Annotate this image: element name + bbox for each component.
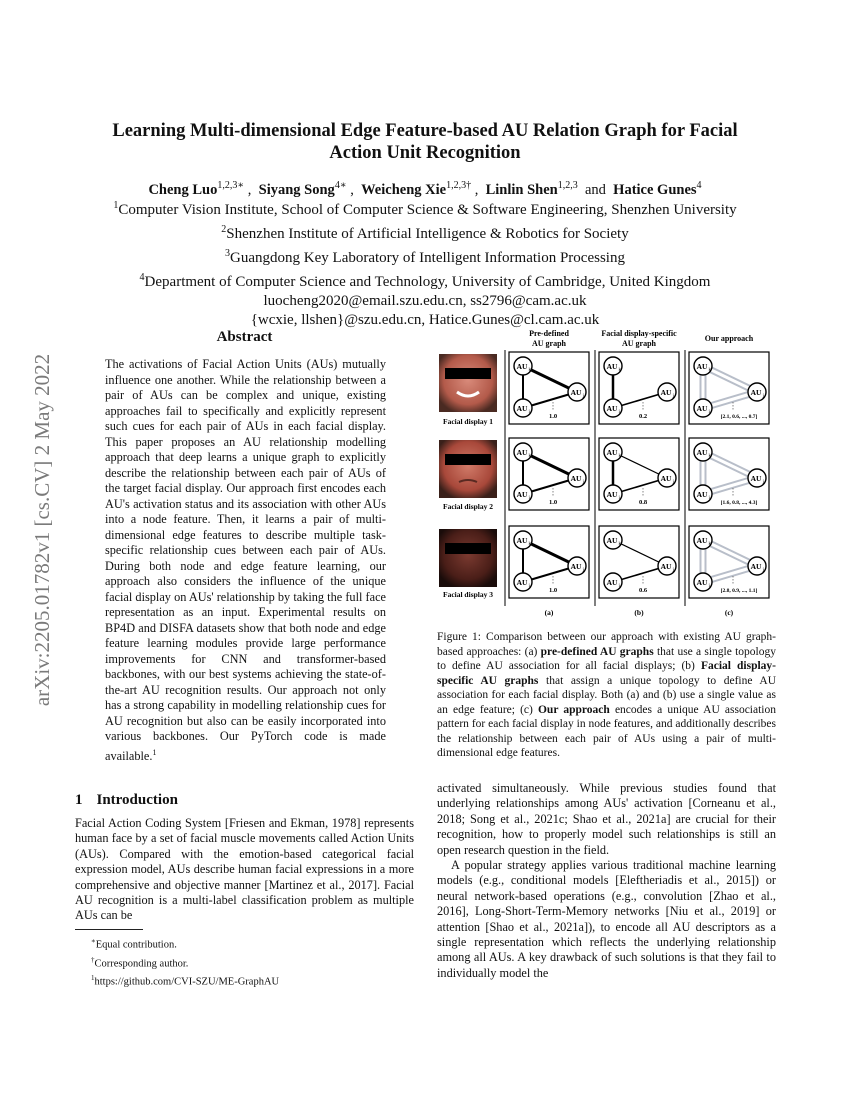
face-photo	[439, 354, 497, 412]
author-affil-mark: 1,2,3∗	[217, 180, 245, 191]
au-node-sub: i	[708, 584, 710, 589]
figure-1-graphic	[437, 326, 777, 618]
au-node-sub: k	[708, 542, 711, 547]
au-node-sub: j	[672, 394, 674, 399]
au-node-sub: k	[618, 368, 621, 373]
au-node-label: AU	[516, 404, 528, 413]
au-node-sub: k	[708, 454, 711, 459]
au-node-sub: i	[528, 496, 530, 501]
col-header-b-line1: Facial display-specific	[601, 329, 677, 338]
col-header-a-line1: Pre-defined	[529, 329, 569, 338]
au-node-label: AU	[696, 404, 708, 413]
footnote-rule	[75, 929, 143, 930]
graph-panels	[509, 352, 769, 598]
au-node-sub: k	[618, 542, 621, 547]
au-node-label: AU	[516, 448, 528, 457]
graph-panel	[599, 352, 679, 424]
au-node-label: AU	[696, 490, 708, 499]
au-node-sub: i	[618, 410, 620, 415]
author-name: Weicheng Xie	[361, 181, 447, 198]
au-node-label: AU	[516, 578, 528, 587]
author-affil-mark: 4∗	[334, 180, 347, 191]
edge-value-label: [2.8, 0.9, ..., 1.1]	[720, 588, 758, 594]
au-node-label: AU	[570, 388, 582, 397]
face-photo	[439, 529, 497, 587]
figure-row-2	[439, 440, 497, 511]
au-node-sub: j	[672, 568, 674, 573]
email-line: luocheng2020@email.szu.edu.cn, ss2796@cam.ac.uk	[263, 293, 587, 309]
author-name: Siyang Song	[258, 181, 335, 198]
au-node-label: AU	[606, 578, 618, 587]
au-node-label: AU	[696, 578, 708, 587]
affiliation-line: $^2$Shenzhen Institute of Artificial Intelligence & Robotics for Society	[221, 224, 629, 242]
row-label: Facial display 1	[442, 417, 494, 426]
section-heading: 1 Introduction	[75, 792, 178, 808]
edge-value-label: [2.1, 0.6, ..., 0.7]	[720, 414, 758, 420]
au-node-label: AU	[606, 404, 618, 413]
au-node-label: AU	[660, 474, 672, 483]
edge-value-label: 1.0	[548, 499, 558, 506]
figure-row-3	[439, 529, 497, 599]
row-label: Facial display 3	[442, 590, 494, 599]
footnote: †Corresponding author.	[91, 955, 189, 969]
au-node-sub: i	[528, 584, 530, 589]
au-node-label: AU	[696, 448, 708, 457]
graph-panel	[599, 438, 679, 510]
col-header-c: Our approach	[704, 334, 754, 343]
introduction-text-continued	[437, 781, 776, 981]
arxiv-identifier: arXiv:2205.01782v1 [cs.CV] 2 May 2022	[30, 353, 54, 707]
au-node-label: AU	[516, 536, 528, 545]
panel-label-b: (b)	[634, 608, 644, 617]
author-affil-mark: 1,2,3	[557, 180, 578, 191]
col-header-a-line2: AU graph	[531, 339, 567, 348]
email-line: {wcxie, llshen}@szu.edu.cn, Hatice.Gunes@cl.cam.ac.uk	[250, 312, 600, 328]
face-photo	[439, 440, 497, 498]
graph-panel	[509, 438, 589, 510]
graph-panel	[509, 526, 589, 598]
introduction-text	[75, 816, 414, 924]
panel-label-a: (a)	[544, 608, 554, 617]
au-node-label: AU	[696, 536, 708, 545]
au-node-label: AU	[750, 474, 762, 483]
footnote: ∗Equal contribution.	[91, 937, 177, 951]
row-label: Facial display 2	[442, 502, 494, 511]
graph-panel	[689, 352, 769, 424]
author-conjunction: and	[584, 181, 606, 198]
col-header-b-line2: AU graph	[621, 339, 657, 348]
au-node-label: AU	[750, 388, 762, 397]
au-node-sub: j	[582, 394, 584, 399]
au-node-sub: k	[528, 454, 531, 459]
author-affil-mark: 4	[696, 180, 702, 191]
title-line-1: Learning Multi-dimensional Edge Feature-based AU Relation Graph for Facial	[112, 121, 738, 141]
figure-row-1	[439, 354, 497, 426]
affiliation-line: $^3$Guangdong Key Laboratory of Intelligent Information Processing	[225, 248, 625, 266]
au-node-sub: j	[762, 568, 764, 573]
au-node-sub: i	[618, 496, 620, 501]
abstract-body: The activations of Facial Action Units (AUs) mutually influence one another. While the relationship between a pair of AUs can be complex and unique, existing approaches fail to specifically and explicitly represent such cues for each pair of AUs in each facial display. This paper proposes an AU relationship modelling approach that deep learns a unique graph to explicitly describe the relationship between each pair of AUs of the target facial display. Our approach first encodes each AU's activation status and its association with other AUs into a node feature. Then, it learns a pair of multi-dimensional edge features to describe multiple task-specific relationship cues between each pair of AUs. During both node and edge feature learning, our approach also considers the influence of the unique facial display on AUs' relationship by taking the full face representation as an input. Experimental results on BP4D and DISFA datasets show that both node and edge feature learning modules provide large performance improvements for CNN and transformer-based backbones, with our best systems achieving the state-of-the-art AU recognition results. Our approach not only has a strong capability in modelling relationship cues for AU recognition but also can be easily incorporated into various backbones. Our PyTorch code is made available.$^1$	[105, 357, 386, 763]
paragraph: Facial Action Coding System [Friesen and Ekman, 1978] represents human face by a set of facial muscle movements called Action Units (AUs). Compared with the emotion-based categorical facial expression model, AUs describe human facial expressions in a more comprehensive and objective manner [Martinez et al., 2017]. Facial AU recognition is a multi-label classification problem as multiple AUs can be	[75, 816, 414, 923]
affiliations	[60, 196, 790, 330]
figure-caption: Figure 1: Comparison between our approach with existing AU graph-based approaches: (a) pre-defined AU graphs that use a single topology to define AU association for all facial displays; (b) Facial display-specific AU graphs that assign a unique topology to define AU association for each facial display. Both (a) and (b) use a single value as an edge feature; (c) Our approach encodes a unique AU association pattern for each facial display in node features, and additionally describes the relationship between each pair of AUs using a pair of multi-dimensional edge features.	[437, 631, 777, 759]
graph-panel	[509, 352, 589, 424]
au-node-label: AU	[570, 562, 582, 571]
au-node-label: AU	[660, 562, 672, 571]
edge-value-label: 0.8	[638, 499, 648, 506]
footnote-mark: 1	[152, 747, 157, 757]
au-node-label: AU	[606, 536, 618, 545]
au-node-label: AU	[516, 362, 528, 371]
footnotes	[91, 934, 279, 990]
paragraph: A popular strategy applies various traditional machine learning models (e.g., conditional models [Eleftheriadis et al., 2015]) or neural network-based operations (e.g., convolution [Zhao et al., 2016], Long-Short-Term-Memory networks [Niu et al., 2019] or attention [Shao et al., 2021a]), to encode all AU descriptors as a single representation which reflects the underlying relationship among all AUs. A key drawback of such solutions is that they fail to individually model the	[437, 858, 776, 980]
au-node-sub: i	[528, 410, 530, 415]
figure-1	[437, 326, 777, 618]
au-node-sub: j	[582, 480, 584, 485]
au-node-sub: i	[708, 410, 710, 415]
au-node-sub: k	[528, 542, 531, 547]
edge-value-label: 1.0	[548, 413, 558, 420]
paragraph: activated simultaneously. While previous studies found that underlying relationships among AUs' activation [Corneanu et al., 2018; Song et al., 2021c; Shao et al., 2021a] are crucial for their recognition, how to properly model such relationships is still an open research question in the field.	[437, 781, 776, 857]
arxiv-sidebar	[20, 290, 60, 770]
au-node-sub: i	[618, 584, 620, 589]
graph-panel	[599, 526, 679, 598]
au-node-sub: j	[582, 568, 584, 573]
au-node-label: AU	[606, 362, 618, 371]
edge-value-label: [1.6, 0.8, ..., 4.3]	[720, 500, 758, 506]
au-node-sub: i	[708, 496, 710, 501]
au-node-label: AU	[570, 474, 582, 483]
au-node-sub: k	[708, 368, 711, 373]
au-node-label: AU	[606, 490, 618, 499]
affiliation-line: $^1$Computer Vision Institute, School of Computer Science & Software Engineering, Shenzhen University	[113, 200, 737, 218]
author-list: Cheng Luo$^{1,2,3∗}$ , Siyang Song$^{4∗}$ , Weicheng Xie$^{1,2,3\dagger}$ , Linlin Shen$^{1,2,3}$ and Hatice Gunes$^4$	[148, 180, 702, 198]
footnote: $^1$https://github.com/CVI-SZU/ME-GraphAU	[91, 974, 280, 988]
edge-value-label: 1.0	[548, 587, 558, 594]
au-node-sub: j	[762, 394, 764, 399]
au-node-label: AU	[516, 490, 528, 499]
au-node-label: AU	[606, 448, 618, 457]
author-affil-mark: 1,2,3†	[446, 180, 472, 191]
author-name: Linlin Shen	[485, 181, 558, 198]
au-node-sub: k	[528, 368, 531, 373]
au-node-sub: j	[762, 480, 764, 485]
graph-panel	[689, 526, 769, 598]
au-node-label: AU	[750, 562, 762, 571]
edge-value-label: 0.6	[638, 587, 648, 594]
author-name: Cheng Luo	[148, 181, 218, 198]
author-name: Hatice Gunes	[613, 181, 697, 198]
abstract-heading: Abstract	[216, 329, 273, 345]
au-node-sub: j	[672, 480, 674, 485]
paper-title	[60, 120, 790, 164]
panel-label-c: (c)	[724, 608, 734, 617]
au-node-label: AU	[660, 388, 672, 397]
graph-panel	[689, 438, 769, 510]
affiliation-line: $^4$Department of Computer Science and Technology, University of Cambridge, United Kingdom	[139, 272, 711, 290]
title-line-2: Action Unit Recognition	[329, 143, 521, 163]
au-node-label: AU	[696, 362, 708, 371]
au-node-sub: k	[618, 454, 621, 459]
edge-value-label: 0.2	[638, 413, 648, 420]
